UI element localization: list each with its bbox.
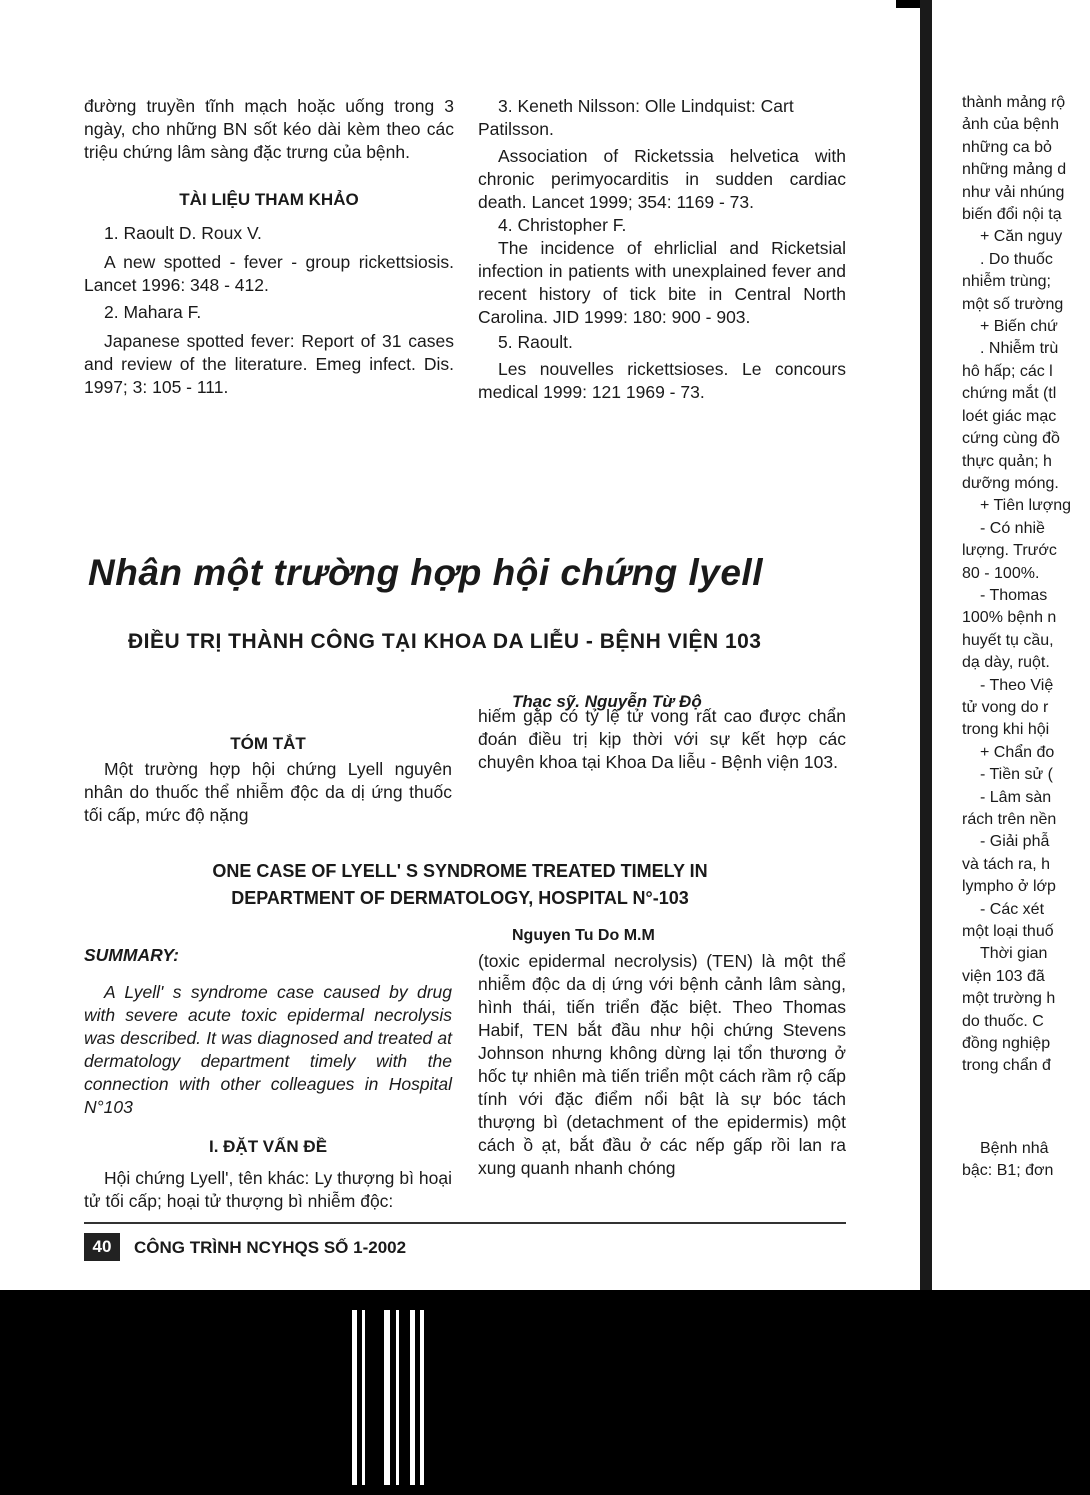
english-title-line: DEPARTMENT OF DERMATOLOGY, HOSPITAL N°-103	[231, 888, 689, 908]
fragment-line: - Theo Việ	[980, 676, 1054, 694]
tomtat-paragraph: Một trường hợp hội chứng Lyell nguyên nhân do thuốc thể nhiễm độc da dị ứng thuốc tối cấp, mức độ nặng	[84, 759, 452, 825]
fragment-line: huyết tụ cầu,	[962, 631, 1054, 649]
fragment-line: bậc: B1; đơn	[962, 1162, 1054, 1180]
barcode-stripe	[362, 1310, 365, 1485]
fragment-line: một số trường	[962, 295, 1064, 313]
fragment-line: một loại thuố	[962, 923, 1054, 941]
section-right-column	[478, 950, 846, 1180]
section-paragraph: Hội chứng Lyell', tên khác: Ly thượng bì hoại tử tối cấp; hoại tử thượng bì nhiễm độc:	[84, 1168, 452, 1211]
summary-left-column	[84, 944, 452, 1213]
tomtat-left	[84, 734, 452, 827]
reference-item: 3. Keneth Nilsson: Olle Lindquist: Cart Patilsson.	[478, 96, 794, 139]
fragment-line: dưỡng móng.	[962, 474, 1059, 492]
fragment-line: - Tiền sử (	[980, 766, 1053, 784]
fragment-line: rách trên nền	[962, 811, 1057, 828]
fragment-line: Bệnh nhâ	[980, 1139, 1049, 1157]
fragment-line: 100% bệnh n	[962, 609, 1057, 627]
fragment-line: dạ dày, ruột.	[962, 654, 1050, 672]
fragment-line: như vải nhúng	[962, 183, 1065, 201]
barcode-stripe	[410, 1310, 415, 1485]
fragment-line: + Chẩn đo	[980, 743, 1055, 761]
tomtat-paragraph-cont: hiếm gặp có tỷ lệ tử vong rất cao được chẩn đoán điều trị kịp thời với sự kết hợp các chuyên khoa tại Khoa Da liễu - Bệnh viện 103.	[478, 706, 846, 772]
fragment-line: 80 - 100%.	[962, 564, 1040, 582]
fragment-line: loét giác mạc	[962, 407, 1057, 425]
fragment-line: Thời gian	[980, 945, 1048, 963]
reference-item: 4. Christopher F.	[498, 215, 627, 235]
fragment-line: trong khi hội	[962, 721, 1050, 739]
reference-item: Les nouvelles rickettsioses. Le concours medical 1999: 121 1969 - 73.	[478, 359, 846, 402]
scan-border-bottom	[0, 1290, 1090, 1495]
fragment-line: chứng mắt (tl	[962, 385, 1057, 403]
fragment-line: biến đổi nội tạ	[962, 206, 1062, 224]
fragment-line: cứng cùng đồ	[962, 430, 1060, 448]
footer-rule	[84, 1222, 846, 1224]
fragment-line: . Nhiễm trù	[980, 340, 1059, 358]
tomtat-right	[478, 705, 846, 774]
section-heading: I. ĐẶT VẤN ĐỀ	[208, 1137, 328, 1156]
reference-item: 2. Mahara F.	[104, 302, 202, 322]
barcode-stripe	[396, 1310, 399, 1485]
reference-item: The incidence of ehrliclial and Ricketsial infection in patients with unexplained fever and recent history of tick bite in Central North Carolina. JID 1999: 180: 900 - 903.	[478, 238, 846, 327]
reference-item: Japanese spotted fever: Report of 31 cases and review of the literature. Emeg infect. Dis. 1997; 3: 105 - 111.	[84, 331, 454, 397]
fragment-line: + Căn nguy	[980, 228, 1063, 246]
adjacent-page-fragment	[962, 92, 1090, 1292]
tomtat-heading: TÓM TẮT	[230, 734, 306, 753]
page-gutter-shadow	[920, 0, 932, 1290]
section-paragraph-cont: (toxic epidermal necrolysis) (TEN) là một thể nhiễm độc da dị ứng với bệnh cảnh lâm sàng, hình thái, tiến triển đặc biệt. Theo Thomas Habif, TEN bắt đầu như hội chứng Stevens Johnson nhưng không dừng lại tổn thương ở hốc tự nhiên mà tiến triển một cách rầm rộ cấp tính với đặc điểm nổi bật là sự bóc tách thượng bì (detachment of the epidermis) một cách ồ ạt, bắt đầu ở các nếp gấp rồi lan ra xung quanh nhanh chóng	[478, 951, 846, 1178]
fragment-line: những mảng d	[962, 161, 1067, 179]
fragment-line: - Các xét	[980, 900, 1045, 918]
continuation-paragraph: đường truyền tĩnh mạch hoặc uống trong 3 ngày, cho những BN sốt kéo dài kèm theo các triệu chứng lâm sàng đặc trưng của bệnh.	[84, 96, 454, 162]
fragment-line: một trường h	[962, 990, 1056, 1008]
fragment-line: thành mảng rộ	[962, 94, 1066, 111]
page-number-box	[84, 1233, 120, 1261]
fragment-line: lượng. Trước	[962, 542, 1057, 560]
fragment-line: do thuốc. C	[962, 1012, 1044, 1030]
top-right-corner-mark	[896, 0, 920, 8]
article-title: Nhân một trường hợp hội chứng lyell	[88, 552, 763, 593]
fragment-line: viện 103 đã	[962, 967, 1045, 985]
author-en: Nguyen Tu Do M.M	[512, 927, 655, 944]
top-left-column	[84, 95, 454, 399]
fragment-line: những ca bỏ	[962, 138, 1052, 156]
barcode-stripe	[352, 1310, 357, 1485]
reference-item: 1. Raoult D. Roux V.	[104, 223, 262, 243]
author-vn: Thạc sỹ. Nguyễn Từ Độ	[512, 692, 702, 711]
summary-paragraph: A Lyell' s syndrome case caused by drug with severe acute toxic epidermal necrolysis was described. It was diagnosed and treated at dermatology department timely with the connection with other colleagues in Hospital N°103	[84, 982, 452, 1117]
reference-item: Association of Ricketssia helvetica with chronic perimyocarditis in sudden cardiac death. Lancet 1999; 354: 1169 - 73.	[478, 146, 846, 212]
reference-item: 5. Raoult.	[498, 332, 573, 352]
fragment-line: hô hấp; các l	[962, 362, 1053, 380]
barcode-stripe	[384, 1310, 390, 1485]
fragment-line: ảnh của bệnh	[962, 116, 1059, 134]
fragment-line: và tách ra, h	[962, 855, 1051, 873]
fragment-line: lympho ở lớp	[962, 878, 1056, 896]
top-right-column	[478, 95, 846, 404]
fragment-line: - Thomas	[980, 586, 1048, 604]
english-title-line: ONE CASE OF LYELL' S SYNDROME TREATED TIMELY IN	[212, 861, 708, 881]
fragment-line: nhiễm trùng;	[962, 273, 1051, 291]
fragment-line: - Có nhiề	[980, 519, 1045, 537]
english-title	[84, 858, 836, 912]
fragment-line: trong chẩn đ	[962, 1057, 1051, 1075]
references-heading: TÀI LIỆU THAM KHẢO	[179, 190, 359, 209]
fragment-line: - Lâm sàn	[980, 788, 1052, 806]
summary-heading: SUMMARY:	[84, 945, 179, 965]
page-number: 40	[92, 1237, 112, 1256]
fragment-line: thực quản; h	[962, 452, 1052, 470]
fragment-line: tử vong do r	[962, 698, 1049, 716]
barcode-stripe	[420, 1310, 424, 1485]
fragment-line: + Tiên lượng	[980, 497, 1072, 515]
fragment-line: + Biến chứ	[980, 318, 1058, 336]
fragment-line: đồng nghiệp	[962, 1035, 1051, 1053]
article-subtitle: ĐIỀU TRỊ THÀNH CÔNG TẠI KHOA DA LIỄU - BỆNH VIỆN 103	[128, 630, 762, 653]
journal-name: CÔNG TRÌNH NCYHQS SỐ 1-2002	[134, 1238, 407, 1257]
reference-item: A new spotted - fever - group rickettsiosis. Lancet 1996: 348 - 412.	[84, 252, 454, 295]
fragment-line: . Do thuốc	[980, 250, 1053, 268]
fragment-line: - Giải phẫ	[980, 833, 1050, 851]
